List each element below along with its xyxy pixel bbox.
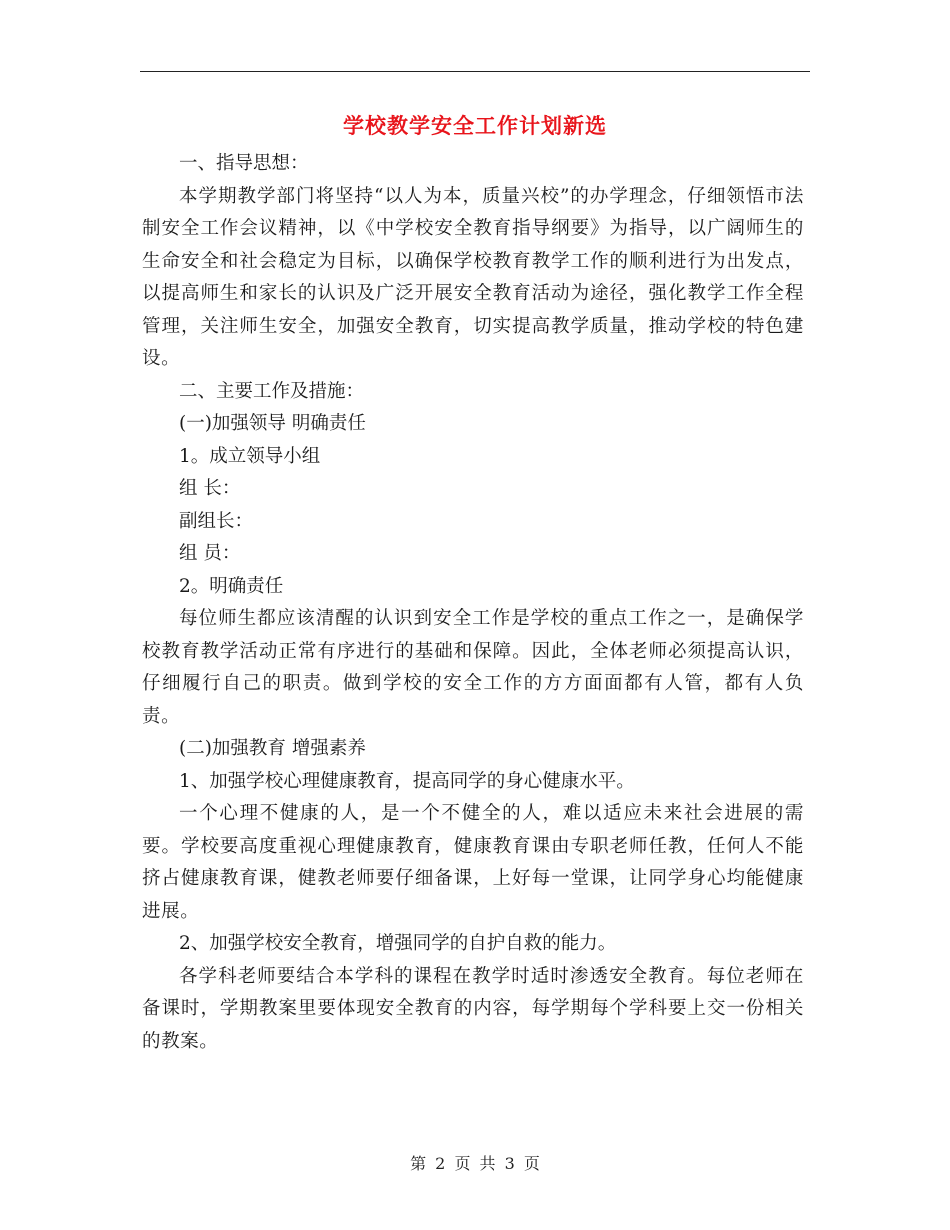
item-leadership-group: 1。成立领导小组 [179,445,321,467]
role-group-leader: 组 长： [179,478,241,499]
paragraph-duties: 每位师生都应该清醒的认识到安全工作是学校的重点工作之一，是确保学校教育教学活动正常有序进行的基础和保障。因此，全体老师必须提高认识，仔细履行自己的职责。做到学校的安全工作的方方面面都有人管，都有人负责。 [142,608,804,727]
page-number: 第 2 页 共 3 页 [410,1154,540,1173]
section-heading-main-work: 二、主要工作及措施： [179,380,365,402]
item-mental-health: 1、加强学校心理健康教育，提高同学的身心健康水平。 [179,770,635,792]
subsection-heading-leadership: (一)加强领导 明确责任 [179,413,366,434]
section-heading-guiding-ideology: 一、指导思想： [179,153,309,174]
role-group-member: 组 员： [179,543,241,564]
item-safety-education: 2、加强学校安全教育，增强同学的自护自救的能力。 [179,933,617,954]
item-clarify-duties: 2。明确责任 [179,575,284,597]
paragraph-safety-education: 各学科老师要结合本学科的课程在教学时适时渗透安全教育。每位老师在备课时，学期教案里要体现安全教育的内容，每学期每个学科要上交一份相关的教案。 [142,965,804,1052]
document-title: 学校教学安全工作计划新选 [343,113,607,138]
subsection-heading-education: (二)加强教育 增强素养 [179,738,366,759]
document-body [142,148,804,1058]
header-rule [140,71,810,72]
paragraph-guiding-ideology: 本学期教学部门将坚持“以人为本，质量兴校”的办学理念，仔细领悟市法制安全工作会议精神，以《中学校安全教育指导纲要》为指导，以广阔师生的生命安全和社会稳定为目标，以确保学校教育教学工作的顺利进行为出发点，以提高师生和家长的认识及广泛开展安全教育活动为途径，强化教学工作全程管理，关注师生安全，加强安全教育，切实提高教学质量，推动学校的特色建设。 [142,185,804,369]
role-deputy-leader: 副组长： [179,510,254,532]
paragraph-mental-health: 一个心理不健康的人，是一个不健全的人，难以适应未来社会进展的需要。学校要高度重视心理健康教育，健康教育课由专职老师任教，任何人不能挤占健康教育课，健教老师要仔细备课，上好每一堂课，让同学身心均能健康进展。 [142,803,804,922]
